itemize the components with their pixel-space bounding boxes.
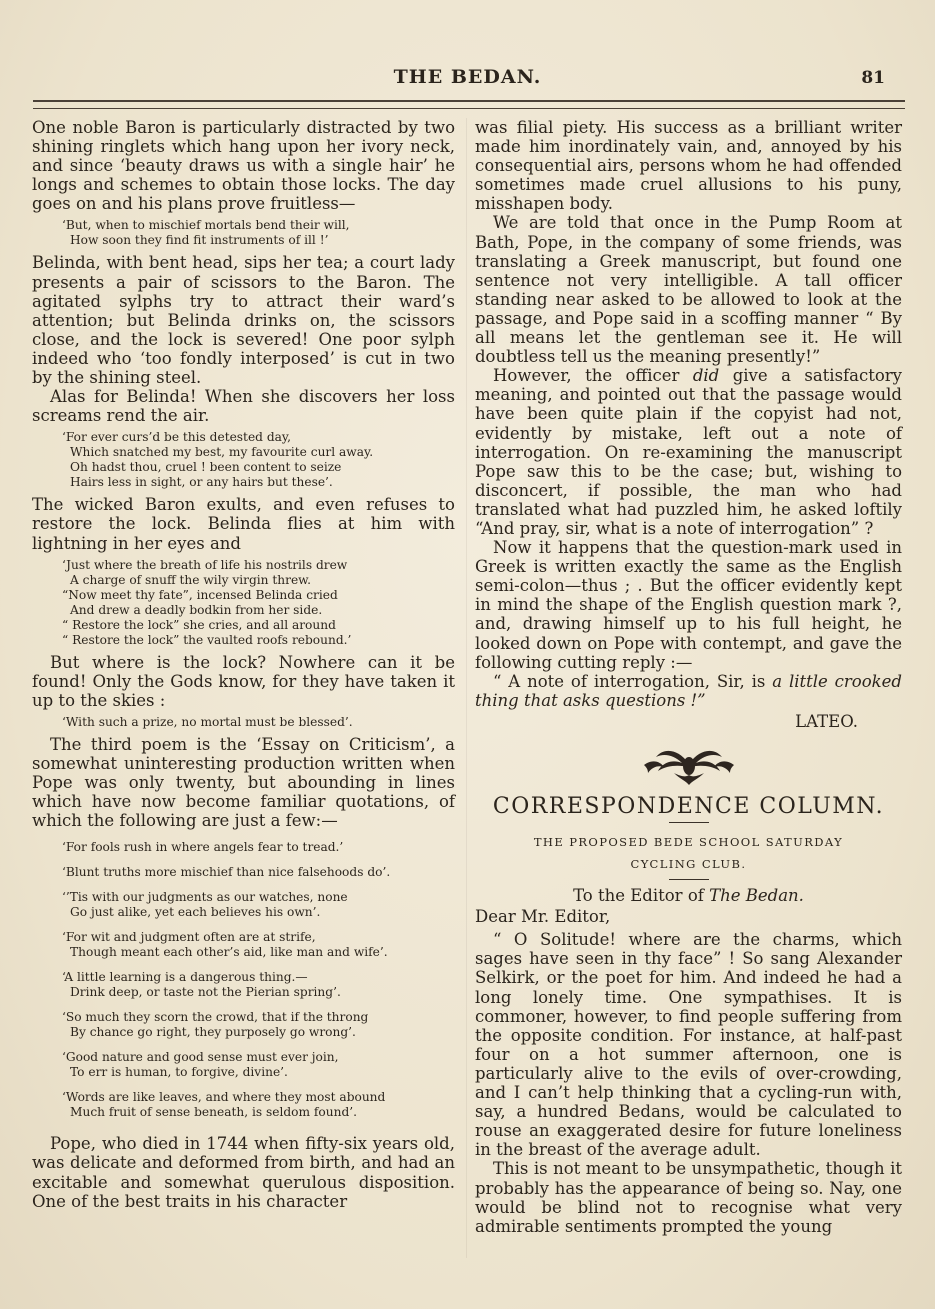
letter-address: [475, 886, 902, 905]
right-column: [475, 118, 902, 1236]
emphasis: The Bedan.: [709, 886, 804, 906]
verse-line: Oh hadst thou, cruel ! been content to seize: [70, 460, 342, 475]
verse-line: A charge of snuff the wily virgin threw.: [70, 572, 312, 587]
quotation-line: ‘So much they scorn the crowd, that if the throng: [62, 1010, 369, 1025]
paragraph: Alas for Belinda! When she discovers her loss screams rend the air.: [32, 387, 455, 426]
paragraph: Now it happens that the question-mark used in Greek is written exactly the same as the English semi-colon—thus ; . But the officer evidently kept in mind the shape of the English question mark ?, and, drawing himself up to his full height, he looked down on Pope with contempt, and gave the following cutting reply :—: [475, 538, 902, 672]
quotation-line: By chance go right, they purposely go wrong’.: [70, 1025, 356, 1040]
page-number: 81: [861, 68, 885, 88]
page-header: [30, 66, 905, 96]
quotation: [62, 970, 455, 1000]
short-rule: [669, 822, 709, 823]
short-rule: [669, 879, 709, 880]
quotation-line: Much fruit of sense beneath, is seldom found’.: [70, 1105, 358, 1120]
subheading: CYCLING CLUB.: [630, 857, 747, 872]
emphasis: did: [692, 366, 720, 386]
verse-block: [62, 715, 455, 730]
paragraph: But where is the lock? Nowhere can it be found! Only the Gods know, for they have taken it up to the skies :: [32, 652, 455, 710]
running-title: THE BEDAN.: [393, 66, 542, 88]
verse-line: “ Restore the lock” she cries, and all around: [62, 617, 336, 632]
verse-line: ‘With such a prize, no mortal must be blessed’.: [62, 714, 353, 729]
quotation-line: Though meant each other’s aid, like man and wife’.: [70, 945, 388, 960]
subheading: THE PROPOSED BEDE SCHOOL SATURDAY: [533, 835, 844, 850]
verse-line: Which snatched my best, my favourite curl away.: [70, 445, 374, 460]
verse-line: “Now meet thy fate”, incensed Belinda cried: [62, 587, 338, 602]
paragraph: [475, 366, 902, 538]
verse-line: How soon they find fit instruments of ill !’: [70, 233, 329, 248]
paragraph: This is not meant to be unsympathetic, though it probably has the appearance of being so. Nay, one would be blind not to recognise what very admirable sentiments prompted the young: [475, 1159, 902, 1236]
quotation: [62, 840, 455, 855]
salutation: Dear Mr. Editor,: [475, 907, 611, 927]
quotation-line: ‘A little learning is a dangerous thing.—: [62, 970, 308, 985]
text-run: “ A note of interrogation, Sir, is: [493, 671, 773, 691]
quotation-line: To err is human, to forgive, divine’.: [70, 1065, 288, 1080]
paragraph: “ O Solitude! where are the charms, which sages have seen in thy face” ! So sang Alexander Selkirk, or the poet for him. And indeed he had a long lonely time. One sympathises. It is commoner, however, to find people suffering from the opposite condition. For instance, at half-past four on a hot summer afternoon, one is particularly alive to the evils of over-crowding, and I can’t help thinking that a cycling-run with, say, a hundred Bedans, would be calculated to rouse an exaggerated desire for future loneliness in the breast of the average adult.: [475, 930, 902, 1160]
verse-block: [62, 430, 455, 490]
paragraph: The wicked Baron exults, and even refuses to restore the lock. Belinda flies at him with lightning in her eyes and: [32, 495, 455, 553]
quotation-line: ‘For wit and judgment often are at strife,: [62, 930, 316, 945]
fleuron-ornament: [475, 739, 902, 791]
text-run: However, the officer: [493, 366, 693, 386]
quotation-line: ‘’Tis with our judgments as our watches, none: [62, 890, 348, 905]
quotation-line: ‘Words are like leaves, and where they most abound: [62, 1090, 386, 1105]
paragraph: [475, 672, 902, 710]
quotation: [62, 890, 455, 920]
quotation: [62, 1090, 455, 1120]
paragraph: The third poem is the ‘Essay on Criticism’, a somewhat uninteresting production written when Pope was only twenty, but abounding in lines which have now become familiar quotations, of which the following are just a few:—: [32, 734, 455, 831]
verse-block: [62, 218, 455, 248]
quotation-line: ‘Blunt truths more mischief than nice falsehoods do’.: [62, 865, 391, 880]
quotation: [62, 865, 455, 880]
quotation-list: [32, 840, 455, 1120]
quotation-line: Go just alike, yet each believes his own’.: [70, 905, 321, 920]
verse-block: [62, 558, 455, 648]
paragraph: Belinda, with bent head, sips her tea; a court lady presents a pair of scissors to the Baron. The agitated sylphs try to attract their ward’s attention; but Belinda drinks on, the scissors close, and the lock is severed! One poor sylph indeed who ‘too fondly interposed’ is cut in two by the shining steel.: [32, 253, 455, 388]
paragraph: We are told that once in the Pump Room at Bath, Pope, in the company of some friends, was translating a Greek manuscript, but found one sentence not very intelligible. A tall officer standing near asked to be allowed to look at the passage, and Pope said in a scoffing manner “ By all means let the gentleman see it. He will doubtless tell us the meaning presently!”: [475, 213, 902, 367]
section-title: CORRESPONDENCE COLUMN.: [492, 794, 885, 819]
left-column: [32, 118, 455, 1211]
paragraph: was filial piety. His success as a brilliant writer made him inordinately vain, and, annoyed by his consequential airs, persons whom he had offended sometimes made cruel allusions to his puny, misshapen body.: [475, 118, 902, 214]
verse-line: Hairs less in sight, or any hairs but these’.: [70, 475, 333, 490]
emphasis: a little crooked thing that asks questions !”: [475, 671, 902, 710]
paragraph: One noble Baron is particularly distracted by two shining ringlets which hang upon her ivory neck, and since ‘beauty draws us with a single hair’ he longs and schemes to obtain those locks. The day goes on and his plans prove fruitless—: [32, 118, 455, 214]
quotation-line: Drink deep, or taste not the Pierian spring’.: [70, 985, 341, 1000]
quotation-line: ‘Good nature and good sense must ever join,: [62, 1050, 339, 1065]
paragraph: Pope, who died in 1744 when fifty-six years old, was delicate and deformed from birth, and had an excitable and somewhat querulous disposition. One of the best traits in his character: [32, 1134, 455, 1211]
signature: LATEO.: [795, 711, 858, 731]
verse-line: ‘Just where the breath of life his nostrils drew: [62, 557, 348, 572]
header-rule: [33, 100, 905, 109]
verse-line: “ Restore the lock” the vaulted roofs rebound.’: [62, 632, 352, 647]
quotation: [62, 1050, 455, 1080]
column-divider: [466, 118, 467, 1258]
text-run: To the Editor of: [573, 886, 710, 906]
quotation: [62, 1010, 455, 1040]
quotation-line: ‘For fools rush in where angels fear to tread.’: [62, 840, 344, 855]
verse-line: ‘For ever curs’d be this detested day,: [62, 430, 292, 445]
quotation: [62, 930, 455, 960]
verse-line: And drew a deadly bodkin from her side.: [70, 602, 323, 617]
fleuron-icon: [634, 739, 744, 789]
verse-line: ‘But, when to mischief mortals bend their will,: [62, 218, 350, 233]
text-run: give a satisfactory meaning, and pointed out that the passage would have been quite plain if the copyist had not, evidently by mistake, left out a note of interrogation. On re-examining the manuscript Pope saw this to be the case; but, wishing to disconcert, if possible, the man who had translated what had puzzled him, he asked loftily “And pray, sir, what is a note of interrogation” ?: [475, 366, 902, 538]
